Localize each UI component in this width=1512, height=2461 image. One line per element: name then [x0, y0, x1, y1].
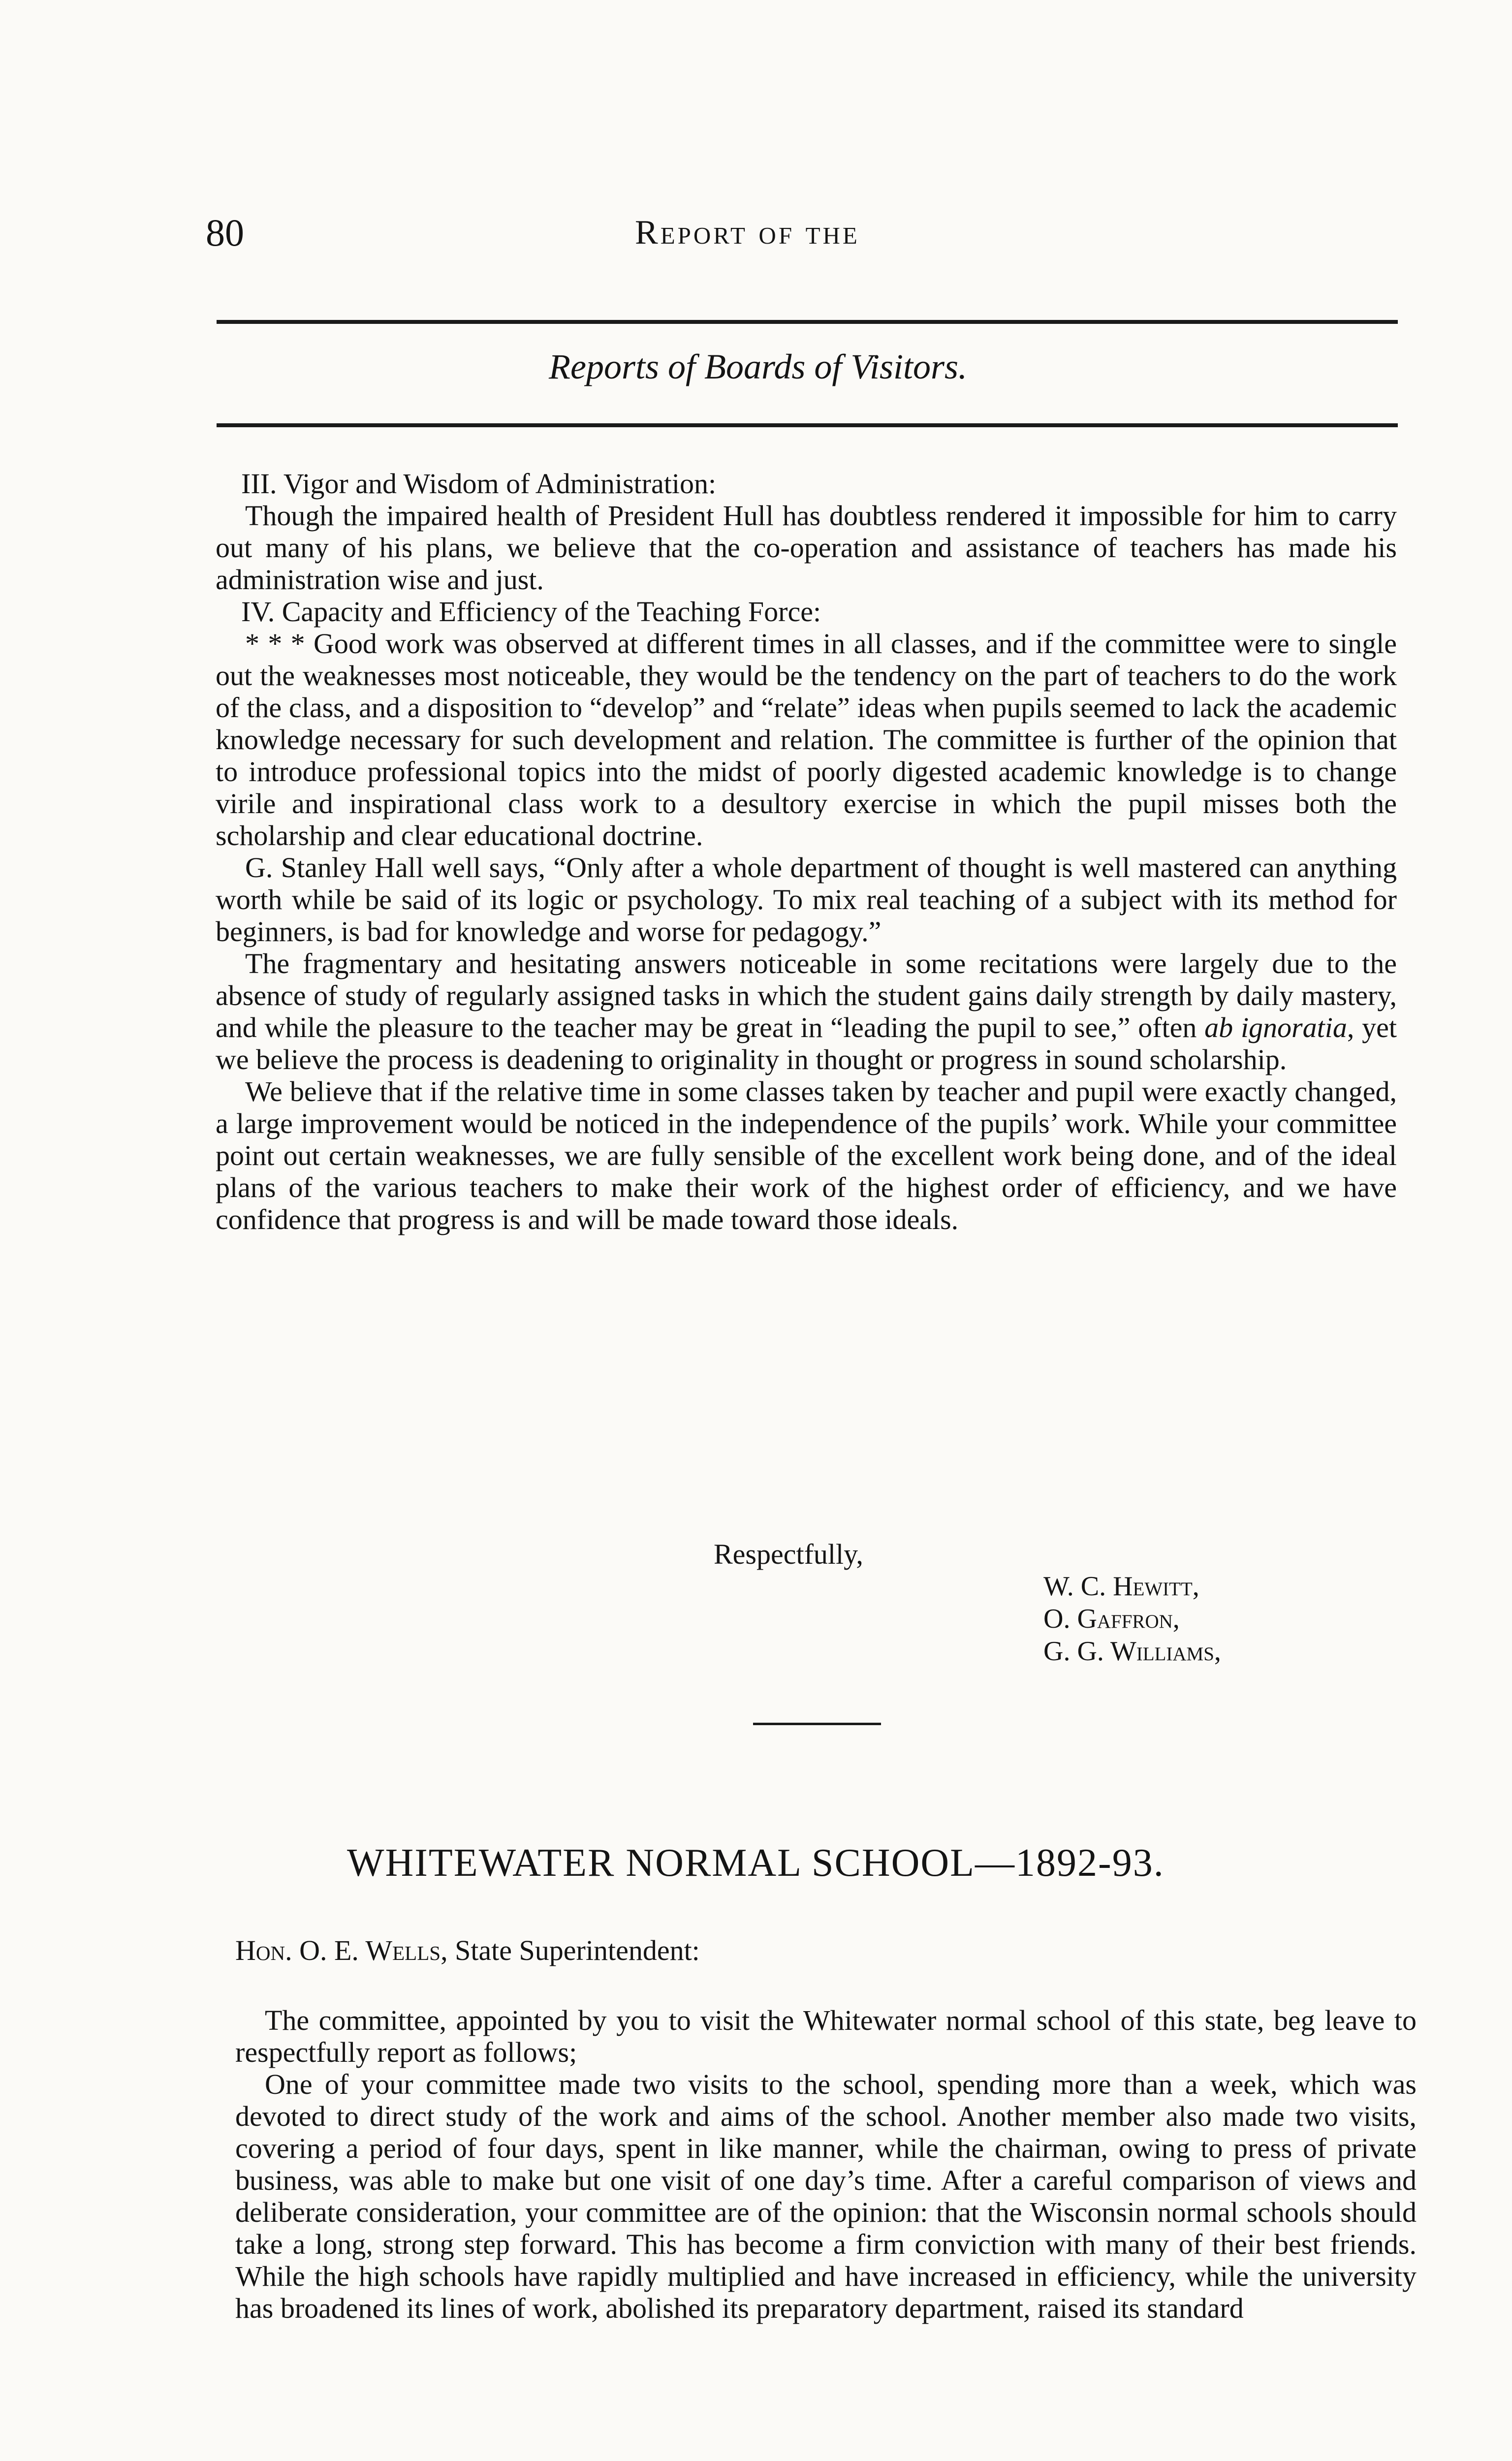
paragraph-fragmentary-answers	[216, 947, 1397, 1075]
addressee-name: Hon. O. E. Wells	[235, 1934, 441, 1966]
paragraph-relative-time: We believe that if the relative time in some classes taken by teacher and pupil were exactly changed, a large improvement would be noticed in the independence of the pupils’ work. While your committee point out certain weaknesses, we are fully sensible of the excellent work being done, and of the ideal plans of the various teachers to make their work of the highest order of efficiency, and we have confidence that progress is and will be made toward those ideals.	[216, 1075, 1397, 1235]
report-one-body	[216, 468, 1397, 1235]
fragmentary-text-before: The fragmentary and hesitating answers noticeable in some recitations were largely due to the absence of study of regularly assigned tasks in which the student gains daily strength by daily mastery, and while the pleasure to the teacher may be great in “leading the pupil to see,” often	[216, 947, 1397, 1043]
addressee-line	[235, 1934, 700, 1966]
heading-vigor-administration: III. Vigor and Wisdom of Administration:	[241, 468, 717, 500]
heading-teaching-force: IV. Capacity and Efficiency of the Teaching Force:	[241, 596, 821, 628]
report-two-body	[235, 2004, 1417, 2324]
header-rule-top	[217, 320, 1398, 324]
signer-name: O. Gaffron,	[1043, 1604, 1180, 1634]
page-number: 80	[206, 211, 244, 254]
running-head	[0, 206, 1512, 260]
section-divider	[753, 1723, 881, 1725]
fragmentary-text-after: , yet we believe the process is deadening to originality in thought or progress in sound scholarship.	[216, 1011, 1397, 1075]
section-heading: Reports of Boards of Visitors.	[549, 347, 968, 386]
addressee-role: , State Superintendent:	[441, 1934, 700, 1966]
paragraph-good-work: * * * Good work was observed at different times in all classes, and if the committee were to single out the weaknesses most noticeable, they would be the tendency on the part of teachers to do the work of the class, and a disposition to “develop” and “relate” ideas when pupils seemed to lack the academic knowledge necessary for such development and relation. The committee is further of the opinion that to introduce professional topics into the midst of poorly digested academic knowledge is to change virile and inspirational class work to a desultory exercise in which the pupil misses both the scholarship and clear educational doctrine.	[216, 628, 1397, 852]
paragraph-committee-visits: One of your committee made two visits to the school, spending more than a week, which was devoted to direct study of the work and aims of the school. Another member also made two visits, covering a period of four days, spent in like manner, while the chairman, owing to press of private business, was able to make but one visit of one day’s time. After a careful comparison of views and deliberate consideration, your committee are of the opinion: that the Wisconsin normal schools should take a long, strong step forward. This has become a firm conviction with many of their best friends. While the high schools have rapidly multiplied and have increased in efficiency, while the university has broadened its lines of work, abolished its preparatory department, raised its standard	[235, 2068, 1417, 2324]
header-rule-bottom	[217, 423, 1398, 427]
signer-name: W. C. Hewitt,	[1043, 1571, 1199, 1602]
paragraph-president-hull: Though the impaired health of President Hull has doubtless rendered it impossible for him to carry out many of his plans, we believe that the co-operation and assistance of teachers has made his administration wise and just.	[216, 500, 1397, 596]
running-title: Report of the	[635, 214, 860, 252]
closing-respectfully: Respectfully,	[714, 1538, 863, 1570]
paragraph-committee-intro: The committee, appointed by you to visit the Whitewater normal school of this state, beg leave to respectfully report as follows;	[235, 2004, 1417, 2068]
school-report-title: WHITEWATER NORMAL SCHOOL—1892-93.	[347, 1841, 1165, 1885]
signature-block	[1043, 1570, 1221, 1668]
signer-name: G. G. Williams,	[1043, 1636, 1221, 1667]
latin-phrase: ab ignoratia	[1204, 1011, 1347, 1043]
paragraph-stanley-hall: G. Stanley Hall well says, “Only after a whole department of thought is well mastered can anything worth while be said of its logic or psychology. To mix real teaching of a subject with its method for beginners, is bad for knowledge and worse for pedagogy.”	[216, 852, 1397, 947]
